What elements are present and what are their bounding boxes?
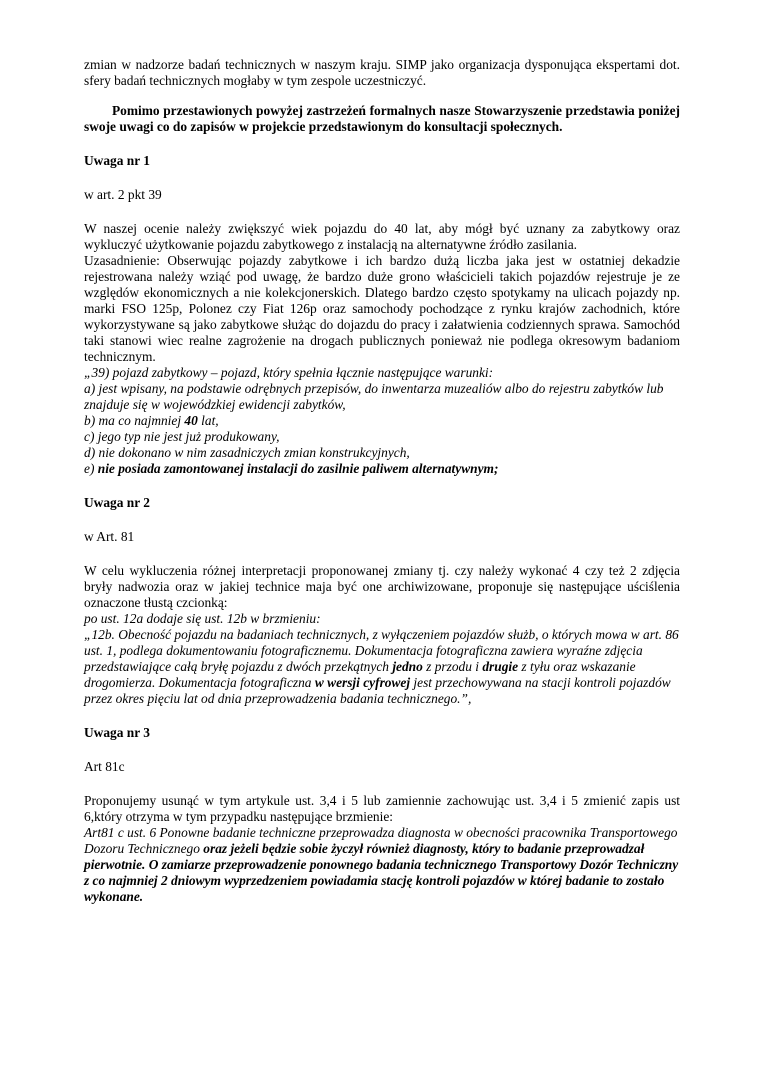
uwaga-2-heading: Uwaga nr 2 [84, 495, 150, 510]
uwaga-1-quote-b-post: lat, [197, 413, 219, 428]
uwaga-2-quote-part-1: „12b. Obecność pojazdu na badaniach technicznych, z wyłączeniem pojazdów służb, o których mowa w art. 86 ust. 1, podlega dokumentowaniu fotograficznemu. Dokumentacja fotograficzna zawiera wyraźne zdjęcia przedstawiające całą bryłę pojazdu z dwóch przekątnych [84, 627, 679, 674]
uwaga-2-quote [84, 627, 680, 707]
uwaga-1-quote-b-pre: b) ma co najmniej [84, 413, 185, 428]
uwaga-2-quote-bold-3: w wersji cyfrowej [314, 675, 411, 690]
uwaga-1-quote-e [84, 461, 680, 477]
uwaga-2-quote-bold-2: drugie [482, 659, 519, 674]
uwaga-1-quote-e-bold: nie posiada zamontowanej instalacji do zasilnie paliwem alternatywnym; [97, 461, 499, 476]
uwaga-3-reference: Art 81c [84, 759, 125, 774]
uwaga-1-quote-a: a) jest wpisany, na podstawie odrębnych przepisów, do inwentarza muzealiów albo do rejestru zabytków lub znajduje się w wojewódzkiej ewidencji zabytków, [84, 381, 664, 412]
uwaga-1-paragraph: W naszej ocenie należy zwiększyć wiek pojazdu do 40 lat, aby mógł być uznany za zabytkowy oraz wykluczyć użytkowanie pojazdu zabytkowego z instalacją na alternatywne źródło zasilania. [84, 221, 680, 252]
uwaga-2-quote-intro: po ust. 12a dodaje się ust. 12b w brzmieniu: [84, 611, 321, 626]
uwaga-2-quote-bold-1: jedno [392, 659, 423, 674]
uwaga-1-heading: Uwaga nr 1 [84, 153, 150, 168]
uwaga-3-quote-part-1: Art81 c ust. 6 Ponowne badanie techniczne przeprowadza diagnosta w obecności pracownika Transportowego Dozoru Technicznego [84, 825, 678, 856]
uwaga-3-paragraph: Proponujemy usunąć w tym artykule ust. 3,4 i 5 lub zamiennie zachowując ust. 3,4 i 5 zmienić zapis ust 6,który otrzyma w tym przypadku następujące brzmienie: [84, 793, 680, 824]
uwaga-3-quote-bold: oraz jeżeli będzie sobie życzył również diagnosty, który to badanie przeprowadzał pierwotnie. O zamiarze przeprowadzenie ponownego badania technicznego Transportowy Dozór Techniczny z co najmniej 2 dniowym wyprzedzeniem powiadamia stację kontroli pojazdów w której badanie to zostało wykonane. [84, 841, 679, 904]
uwaga-3-heading: Uwaga nr 3 [84, 725, 150, 740]
intro-paragraph: zmian w nadzorze badań technicznych w naszym kraju. SIMP jako organizacja dysponująca ekspertami dot. sfery badań technicznych mogłaby w tym zespole uczestniczyć. [84, 57, 680, 88]
uwaga-1-justification: Uzasadnienie: Obserwując pojazdy zabytkowe i ich bardzo dużą liczba jaka jest w ostatniej dekadzie rejestrowana należy wziąć pod uwagę, że bardzo duże grono właścicieli takich pojazdów rejestruje je ze względów ekonomicznych a nie kolekcjonerskich. Dlatego bardzo często spotykamy na ulicach pojazdy np. marki FSO 125p, Polonez czy Fiat 126p oraz samochody pochodzące z rynku krajów zachodnich, które wykorzystywane są jako zabytkowe służąc do dojazdu do pracy i załatwienia codziennych sprawa. Samochód taki stanowi wiec realne zagrożenie na drogach publicznych ponieważ nie podlega okresowym badaniom technicznym. [84, 253, 680, 364]
uwaga-1-reference: w art. 2 pkt 39 [84, 187, 162, 202]
uwaga-2-quote-part-3: z tyłu oraz wskazanie drogomierza. Dokumentacja fotograficzna [84, 659, 636, 690]
uwaga-1-quote-b [84, 413, 680, 429]
uwaga-1-quote-intro: „39) pojazd zabytkowy – pojazd, który spełnia łącznie następujące warunki: [84, 365, 494, 380]
uwaga-2-quote-part-2: z przodu i [422, 659, 483, 674]
uwaga-1-quote-d: d) nie dokonano w nim zasadniczych zmian konstrukcyjnych, [84, 445, 410, 460]
uwaga-2-paragraph: W celu wykluczenia różnej interpretacji proponowanej zmiany tj. czy należy wykonać 4 czy też 2 zdjęcia bryły nadwozia oraz w jakiej technice maja być one archiwizowane, proponuje się następujące uściślenia oznaczone tłustą czcionką: [84, 563, 680, 610]
uwaga-2-quote-part-4: jest przechowywana na stacji kontroli pojazdów przez okres pięciu lat od dnia przeprowadzenia badania technicznego.”, [84, 675, 671, 706]
intro-bold-paragraph: Pomimo przestawionych powyżej zastrzeżeń formalnych nasze Stowarzyszenie przedstawia poniżej swoje uwagi co do zapisów w projekcie przedstawionym do konsultacji społecznych. [84, 103, 680, 134]
uwaga-2-reference: w Art. 81 [84, 529, 135, 544]
uwaga-1-quote-c: c) jego typ nie jest już produkowany, [84, 429, 280, 444]
uwaga-1-quote-b-bold: 40 [184, 413, 198, 428]
uwaga-3-quote [84, 825, 680, 905]
uwaga-1-quote-e-pre: e) [84, 461, 98, 476]
